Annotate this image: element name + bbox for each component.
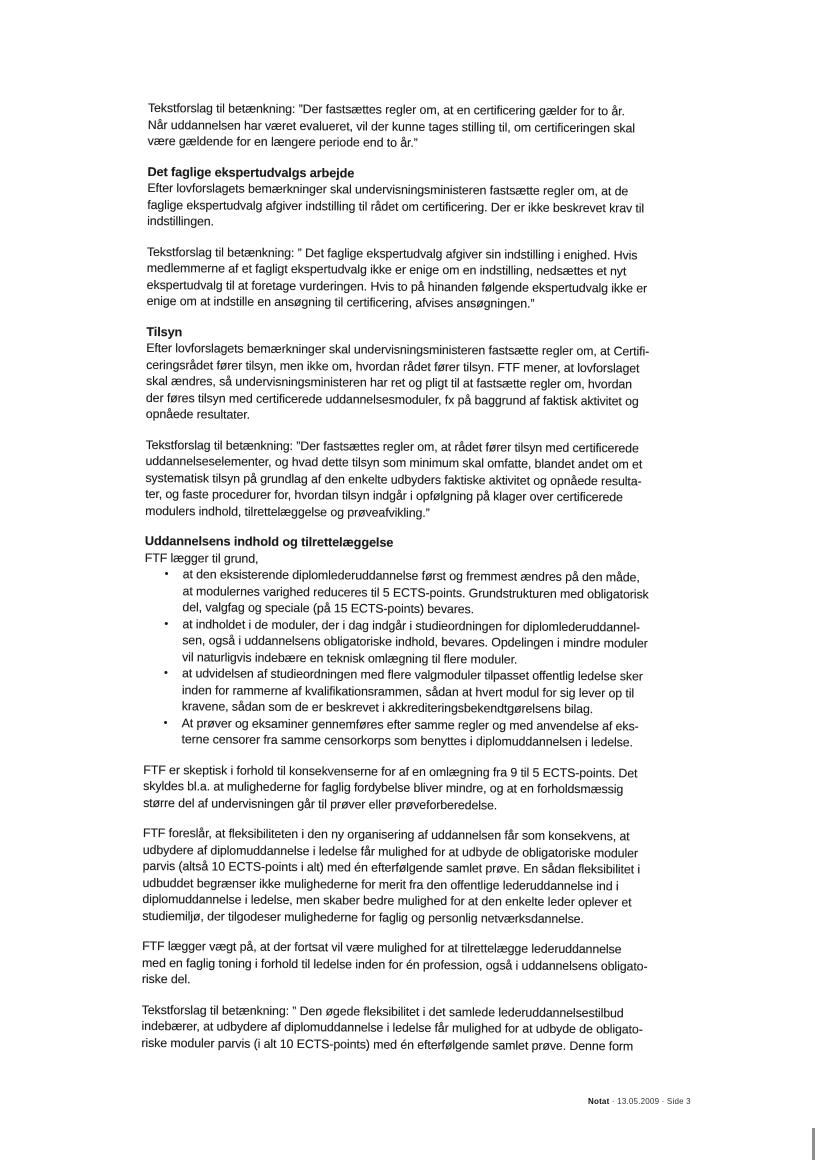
scan-edge-mark: [812, 1128, 815, 1160]
paragraph-tekstforslag-fleksibilitet: Tekstforslag til betænkning: ” Den øgede fleksibilitet i det samlede lederuddannelsestilbud indebærer, at udbydere af diplomuddannelse i ledelse får mulighed for at udbyde de obligato- riske moduler parvis (i alt 10 ECTS-points) med én efterfølgende samlet prøve. Denne form: [141, 1002, 643, 1053]
list-item: [164, 665, 764, 719]
bullet-icon: •: [164, 617, 169, 630]
document-body: [141, 100, 768, 1055]
footer-date-page-number: · 13.05.2009 · Side 3: [611, 1097, 691, 1106]
page-footer: [588, 1097, 691, 1107]
section-heading-ekspertudvalg: Det faglige ekspertudvalgs arbejde: [147, 164, 355, 180]
paragraph-ftf-foreslaar: FTF foreslår, at fleksibiliteten i den ny organisering af uddannelsen får som konsekvens, at udbydere af diplomuddannelse i ledelse får mulighed for at udbyde de obligatoriske moduler parvis (altså 10 ECTS-points i alt) med én efterfølgende samlet prøve. En sådan fleksibilitet i udbuddet begrænser ikke mulighederne for merit fra den offentlige lederuddannelse ind i diplomuddannelse i ledelse, men skaber bedre mulighed for at den enkelte leder oplever et studiemiljø, der tilgodeser mulighederne for faglig og personlig netværksdannelse.: [142, 825, 641, 926]
bullet-icon: •: [163, 716, 168, 729]
paragraph-ftf-laegger-vaegt: FTF lægger vægt på, at der fortsat vil være mulighed for at tilrettelægge lederuddannelse med en faglig toning i forhold til ledelse inden for én profession, også i uddannelsens obligato- riske del.: [141, 938, 648, 987]
paragraph-tilsyn-body: Efter lovforslagets bemærkninger skal undervisningsministeren fastsætte regler om, at Certifi- ceringsrådet fører tilsyn, men ikke om, hvordan rådet fører tilsyn. FTF mener, at lovforslaget skal ændres, så undervisningsministeren har ret og pligt til at fastsætte regler om, hvordan der føres tilsyn med certificerede uddannelsesmoduler, fx på baggrund af faktisk aktivitet og opnåede resultater.: [145, 340, 650, 422]
paragraph-certificering-tekstforslag: Tekstforslag til betænkning: ”Der fastsættes regler om, at en certificering gælder for to år. Når uddannelsen har været evalueret, vil der kunne tages stilling til, om certificeringen skal være gældende for en længere periode end to år.”: [147, 100, 636, 150]
section-heading-tilsyn: Tilsyn: [146, 324, 183, 339]
bullet-text-moduler-indhold: at indholdet i de moduler, der i dag indgår i studieordningen for diplomlederuddannel- sen, også i uddannelsens obligatoriske indhold, bevares. Opdelingen i mindre moduler vil naturligvis indebære en teknisk omlægning til flere moduler.: [182, 616, 648, 667]
bullet-text-diplomlederuddannelse: at den eksisterende diplomlederuddannelse først og fremmest ændres på den måde, at modulernes varighed reduceres til 5 ECTS-points. Grundstrukturen med obligatorisk del, valgfag og speciale (på 15 ECTS-points) bevares.: [182, 567, 649, 617]
paragraph-tilsyn-tekstforslag: Tekstforslag til betænkning: ”Der fastsættes regler om, at rådet fører tilsyn med certificerede uddannelseselementer, og hvad dette tilsyn som minimum skal omfatte, blandet andet om et systematisk tilsyn på grundlag af den enkelte udbyders faktiske aktivitet og opnåede resulta- ter, og faste procedurer for, hvordan tilsyn indgår i opfølgning på klager over certificerede modulers indhold, tilrettelæggelse og prøveafvikling.”: [145, 437, 643, 520]
bullet-icon: •: [164, 568, 169, 581]
bullet-icon: •: [163, 667, 168, 680]
bullet-list: [143, 566, 764, 752]
footer-doc-type-label: Notat: [588, 1097, 610, 1106]
list-item: [164, 616, 764, 670]
paragraph-ekspertudvalg-tekstforslag: Tekstforslag til betænkning: ” Det faglige ekspertudvalg afgiver sin indstilling i enighed. Hvis medlemmerne af et fagligt ekspertudvalg ikke er enige om en indstilling, nedsættes et nyt ekspertudvalg til at foretage vurderingen. Hvis to på hinanden følgende ekspertudvalg ikke er enige om at indstille en ansøgning til certificering, afvises ansøgningen.”: [146, 244, 648, 311]
paragraph-ftf-skeptisk: FTF er skeptisk i forhold til konsekvenserne for af en omlægning fra 9 til 5 ECTS-points. Det skyldes bl.a. at mulighederne for faglig fordybelse bliver mindre, og at en forholdsmæssig større del af undervisningen går til prøver eller prøveforberedelse.: [143, 762, 638, 812]
list-item: [164, 566, 764, 620]
list-item: [163, 715, 763, 752]
intro-line-ftf-laegger-til-grund: FTF lægger til grund,: [144, 550, 259, 566]
section-heading-indhold: Uddannelsens indhold og tilrettelæggelse: [144, 533, 394, 550]
bullet-text-studieordning-udvidelse: at udvidelsen af studieordningen med flere valgmoduler tilpasset offentlig ledelse sker inden for rammerne af kvalifikationsrammen, sådan at hvert modul for sig lever op til kravene, sådan som de er beskrevet i akkrediteringsbekendtgørelsens bilag.: [181, 666, 643, 717]
bullet-text-proever-eksaminer: At prøver og eksaminer gennemføres efter samme regler og med anvendelse af eks- terne censorer fra samme censorkorps som benyttes i diplomuddannelsen i ledelse.: [181, 715, 639, 750]
paragraph-ekspertudvalg-body: Efter lovforslagets bemærkninger skal undervisningsministeren fastsætte regler om, at de faglige ekspertudvalg afgiver indstilling til rådet om certificering. Der er ikke beskrevet krav til indstillingen.: [147, 180, 645, 229]
